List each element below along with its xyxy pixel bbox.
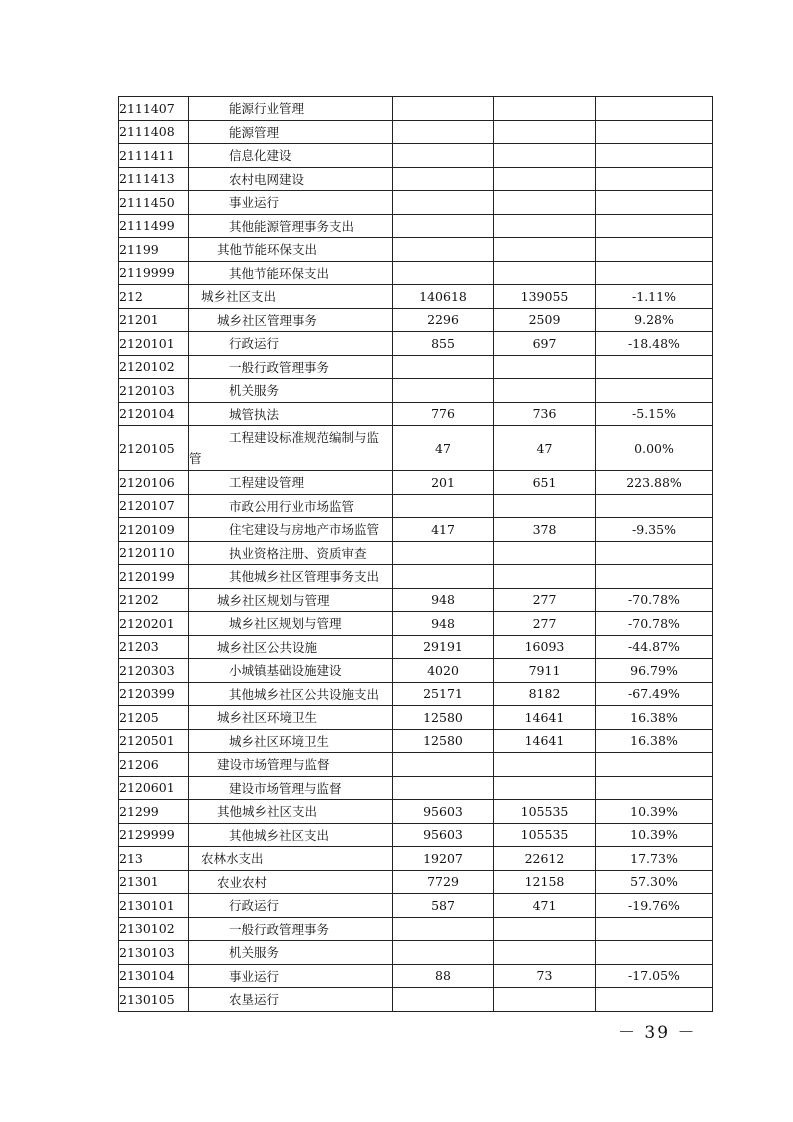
amount-cell: 7729 — [393, 870, 494, 894]
table-row — [119, 541, 713, 565]
account-code-cell: 2120102 — [119, 355, 189, 379]
table-row — [119, 494, 713, 518]
table-row — [119, 308, 713, 332]
change-rate-cell — [596, 144, 713, 168]
table-row — [119, 518, 713, 542]
item-name-cell: 农垦运行 — [189, 988, 393, 1012]
table-row — [119, 706, 713, 730]
amount-cell — [393, 494, 494, 518]
table-row — [119, 823, 713, 847]
account-code-cell: 213 — [119, 847, 189, 871]
item-name-cell: 机关服务 — [189, 941, 393, 965]
amount-cell: 47 — [393, 426, 494, 471]
amount-cell — [393, 167, 494, 191]
change-rate-cell: 9.28% — [596, 308, 713, 332]
amount-cell — [494, 776, 596, 800]
amount-cell — [393, 214, 494, 238]
table-row — [119, 941, 713, 965]
amount-cell — [393, 776, 494, 800]
change-rate-cell: -5.15% — [596, 402, 713, 426]
table-row — [119, 800, 713, 824]
account-code-cell: 21206 — [119, 753, 189, 777]
amount-cell — [494, 191, 596, 215]
amount-cell — [393, 238, 494, 262]
amount-cell — [494, 988, 596, 1012]
table-row — [119, 659, 713, 683]
account-code-cell: 2120501 — [119, 729, 189, 753]
page-number: － 39 － — [618, 1023, 697, 1043]
account-code-cell: 21199 — [119, 238, 189, 262]
change-rate-cell — [596, 988, 713, 1012]
table-row — [119, 379, 713, 403]
amount-cell: 25171 — [393, 682, 494, 706]
amount-cell: 776 — [393, 402, 494, 426]
change-rate-cell: -1.11% — [596, 285, 713, 309]
account-code-cell: 2120105 — [119, 426, 189, 471]
table-row — [119, 144, 713, 168]
item-name-cell: 城乡社区规划与管理 — [189, 588, 393, 612]
amount-cell — [393, 97, 494, 121]
table-row — [119, 332, 713, 356]
account-code-cell: 2120106 — [119, 471, 189, 495]
amount-cell: 948 — [393, 588, 494, 612]
account-code-cell: 2111450 — [119, 191, 189, 215]
table-row — [119, 682, 713, 706]
change-rate-cell — [596, 776, 713, 800]
item-name-cell: 其他城乡社区公共设施支出 — [189, 682, 393, 706]
change-rate-cell — [596, 541, 713, 565]
table-row — [119, 612, 713, 636]
amount-cell — [393, 191, 494, 215]
item-name-cell: 城管执法 — [189, 402, 393, 426]
amount-cell: 14641 — [494, 729, 596, 753]
account-code-cell: 2120303 — [119, 659, 189, 683]
item-name-cell: 其他城乡社区支出 — [189, 823, 393, 847]
item-name-line2: 管 — [189, 451, 202, 466]
account-code-cell: 2111407 — [119, 97, 189, 121]
account-code-cell: 21203 — [119, 635, 189, 659]
amount-cell — [494, 379, 596, 403]
change-rate-cell: 57.30% — [596, 870, 713, 894]
change-rate-cell — [596, 917, 713, 941]
amount-cell — [494, 97, 596, 121]
change-rate-cell — [596, 261, 713, 285]
table-row — [119, 964, 713, 988]
item-name-cell: 能源管理 — [189, 120, 393, 144]
change-rate-cell — [596, 238, 713, 262]
change-rate-cell — [596, 941, 713, 965]
change-rate-cell: -9.35% — [596, 518, 713, 542]
item-name-cell: 事业运行 — [189, 964, 393, 988]
amount-cell: 19207 — [393, 847, 494, 871]
table-row — [119, 588, 713, 612]
account-code-cell: 2130102 — [119, 917, 189, 941]
table-row — [119, 120, 713, 144]
account-code-cell: 2120399 — [119, 682, 189, 706]
item-name-cell: 其他节能环保支出 — [189, 261, 393, 285]
change-rate-cell — [596, 214, 713, 238]
change-rate-cell — [596, 355, 713, 379]
item-name-cell: 执业资格注册、资质审查 — [189, 541, 393, 565]
change-rate-cell: 10.39% — [596, 823, 713, 847]
item-name-line1: 工程建设标准规范编制与监 — [229, 430, 380, 445]
amount-cell — [494, 144, 596, 168]
amount-cell — [393, 565, 494, 589]
account-code-cell: 2120103 — [119, 379, 189, 403]
item-name-cell: 小城镇基础设施建设 — [189, 659, 393, 683]
amount-cell: 73 — [494, 964, 596, 988]
account-code-cell: 2119999 — [119, 261, 189, 285]
amount-cell — [393, 144, 494, 168]
account-code-cell: 2120201 — [119, 612, 189, 636]
amount-cell — [393, 988, 494, 1012]
amount-cell: 471 — [494, 894, 596, 918]
account-code-cell: 2111408 — [119, 120, 189, 144]
table-row — [119, 753, 713, 777]
amount-cell: 378 — [494, 518, 596, 542]
account-code-cell: 2111413 — [119, 167, 189, 191]
amount-cell: 95603 — [393, 823, 494, 847]
amount-cell: 12158 — [494, 870, 596, 894]
table-row — [119, 565, 713, 589]
amount-cell: 277 — [494, 588, 596, 612]
change-rate-cell: -70.78% — [596, 588, 713, 612]
table-row — [119, 917, 713, 941]
item-name-cell: 能源行业管理 — [189, 97, 393, 121]
table-row — [119, 635, 713, 659]
account-code-cell: 2120109 — [119, 518, 189, 542]
change-rate-cell: 10.39% — [596, 800, 713, 824]
amount-cell: 22612 — [494, 847, 596, 871]
amount-cell — [494, 494, 596, 518]
table-row — [119, 894, 713, 918]
amount-cell: 417 — [393, 518, 494, 542]
change-rate-cell: -70.78% — [596, 612, 713, 636]
item-name-cell: 城乡社区环境卫生 — [189, 729, 393, 753]
amount-cell: 140618 — [393, 285, 494, 309]
table-row — [119, 988, 713, 1012]
change-rate-cell — [596, 565, 713, 589]
item-name-cell: 一般行政管理事务 — [189, 355, 393, 379]
change-rate-cell: 16.38% — [596, 706, 713, 730]
table-row — [119, 870, 713, 894]
amount-cell: 855 — [393, 332, 494, 356]
item-name-cell — [189, 426, 393, 471]
table-row — [119, 167, 713, 191]
account-code-cell: 21299 — [119, 800, 189, 824]
amount-cell — [393, 379, 494, 403]
item-name-cell: 其他城乡社区支出 — [189, 800, 393, 824]
account-code-cell: 21202 — [119, 588, 189, 612]
change-rate-cell: -18.48% — [596, 332, 713, 356]
table-row — [119, 776, 713, 800]
item-name-cell: 其他城乡社区管理事务支出 — [189, 565, 393, 589]
amount-cell: 105535 — [494, 823, 596, 847]
amount-cell — [494, 941, 596, 965]
item-name-cell: 城乡社区支出 — [189, 285, 393, 309]
table-row — [119, 426, 713, 471]
amount-cell: 16093 — [494, 635, 596, 659]
table-row — [119, 97, 713, 121]
amount-cell — [494, 565, 596, 589]
change-rate-cell: -67.49% — [596, 682, 713, 706]
amount-cell — [494, 753, 596, 777]
table-body — [119, 97, 713, 1012]
change-rate-cell: -19.76% — [596, 894, 713, 918]
change-rate-cell: 96.79% — [596, 659, 713, 683]
amount-cell — [494, 167, 596, 191]
amount-cell: 105535 — [494, 800, 596, 824]
account-code-cell: 2129999 — [119, 823, 189, 847]
item-name-cell: 工程建设管理 — [189, 471, 393, 495]
table-row — [119, 471, 713, 495]
amount-cell — [393, 917, 494, 941]
amount-cell: 47 — [494, 426, 596, 471]
item-name-cell: 农业农村 — [189, 870, 393, 894]
amount-cell — [393, 941, 494, 965]
amount-cell: 4020 — [393, 659, 494, 683]
account-code-cell: 2130103 — [119, 941, 189, 965]
amount-cell — [393, 753, 494, 777]
amount-cell: 2296 — [393, 308, 494, 332]
amount-cell — [393, 541, 494, 565]
amount-cell: 736 — [494, 402, 596, 426]
change-rate-cell — [596, 379, 713, 403]
amount-cell: 29191 — [393, 635, 494, 659]
amount-cell: 7911 — [494, 659, 596, 683]
amount-cell: 88 — [393, 964, 494, 988]
amount-cell — [494, 261, 596, 285]
amount-cell: 201 — [393, 471, 494, 495]
account-code-cell: 21301 — [119, 870, 189, 894]
account-code-cell: 2130105 — [119, 988, 189, 1012]
item-name-cell: 住宅建设与房地产市场监管 — [189, 518, 393, 542]
amount-cell: 2509 — [494, 308, 596, 332]
table-row — [119, 238, 713, 262]
item-name-cell: 城乡社区规划与管理 — [189, 612, 393, 636]
amount-cell — [393, 261, 494, 285]
table-row — [119, 847, 713, 871]
item-name-cell: 一般行政管理事务 — [189, 917, 393, 941]
item-name-cell: 信息化建设 — [189, 144, 393, 168]
account-code-cell: 21205 — [119, 706, 189, 730]
change-rate-cell — [596, 753, 713, 777]
item-name-cell: 行政运行 — [189, 894, 393, 918]
amount-cell: 12580 — [393, 706, 494, 730]
table-row — [119, 729, 713, 753]
item-name-cell: 城乡社区公共设施 — [189, 635, 393, 659]
change-rate-cell: 16.38% — [596, 729, 713, 753]
table-row — [119, 191, 713, 215]
amount-cell — [494, 214, 596, 238]
account-code-cell: 2120601 — [119, 776, 189, 800]
amount-cell — [494, 917, 596, 941]
amount-cell — [393, 355, 494, 379]
item-name-cell: 城乡社区环境卫生 — [189, 706, 393, 730]
account-code-cell: 2111411 — [119, 144, 189, 168]
amount-cell: 95603 — [393, 800, 494, 824]
change-rate-cell — [596, 191, 713, 215]
item-name-cell: 建设市场管理与监督 — [189, 753, 393, 777]
amount-cell: 8182 — [494, 682, 596, 706]
item-name-cell: 农林水支出 — [189, 847, 393, 871]
item-name-cell: 机关服务 — [189, 379, 393, 403]
amount-cell: 651 — [494, 471, 596, 495]
table-row — [119, 285, 713, 309]
amount-cell: 14641 — [494, 706, 596, 730]
table-row — [119, 402, 713, 426]
item-name-cell: 行政运行 — [189, 332, 393, 356]
account-code-cell: 2120107 — [119, 494, 189, 518]
amount-cell — [494, 541, 596, 565]
amount-cell: 12580 — [393, 729, 494, 753]
change-rate-cell — [596, 97, 713, 121]
item-name-cell: 农村电网建设 — [189, 167, 393, 191]
change-rate-cell: -17.05% — [596, 964, 713, 988]
table-row — [119, 214, 713, 238]
account-code-cell: 2120104 — [119, 402, 189, 426]
amount-cell: 697 — [494, 332, 596, 356]
change-rate-cell — [596, 494, 713, 518]
change-rate-cell: 0.00% — [596, 426, 713, 471]
amount-cell: 139055 — [494, 285, 596, 309]
amount-cell: 587 — [393, 894, 494, 918]
change-rate-cell — [596, 120, 713, 144]
amount-cell: 948 — [393, 612, 494, 636]
change-rate-cell: 17.73% — [596, 847, 713, 871]
account-code-cell: 2111499 — [119, 214, 189, 238]
budget-table — [118, 96, 713, 1012]
amount-cell — [494, 120, 596, 144]
account-code-cell: 2130101 — [119, 894, 189, 918]
change-rate-cell: -44.87% — [596, 635, 713, 659]
amount-cell — [494, 355, 596, 379]
item-name-cell: 建设市场管理与监督 — [189, 776, 393, 800]
item-name-cell: 其他节能环保支出 — [189, 238, 393, 262]
account-code-cell: 212 — [119, 285, 189, 309]
account-code-cell: 2120199 — [119, 565, 189, 589]
change-rate-cell — [596, 167, 713, 191]
item-name-cell: 市政公用行业市场监管 — [189, 494, 393, 518]
item-name-cell: 城乡社区管理事务 — [189, 308, 393, 332]
table-row — [119, 261, 713, 285]
account-code-cell: 2120110 — [119, 541, 189, 565]
account-code-cell: 2130104 — [119, 964, 189, 988]
change-rate-cell: 223.88% — [596, 471, 713, 495]
amount-cell — [393, 120, 494, 144]
table-row — [119, 355, 713, 379]
item-name-cell: 其他能源管理事务支出 — [189, 214, 393, 238]
item-name-cell: 事业运行 — [189, 191, 393, 215]
account-code-cell: 21201 — [119, 308, 189, 332]
account-code-cell: 2120101 — [119, 332, 189, 356]
amount-cell — [494, 238, 596, 262]
amount-cell: 277 — [494, 612, 596, 636]
